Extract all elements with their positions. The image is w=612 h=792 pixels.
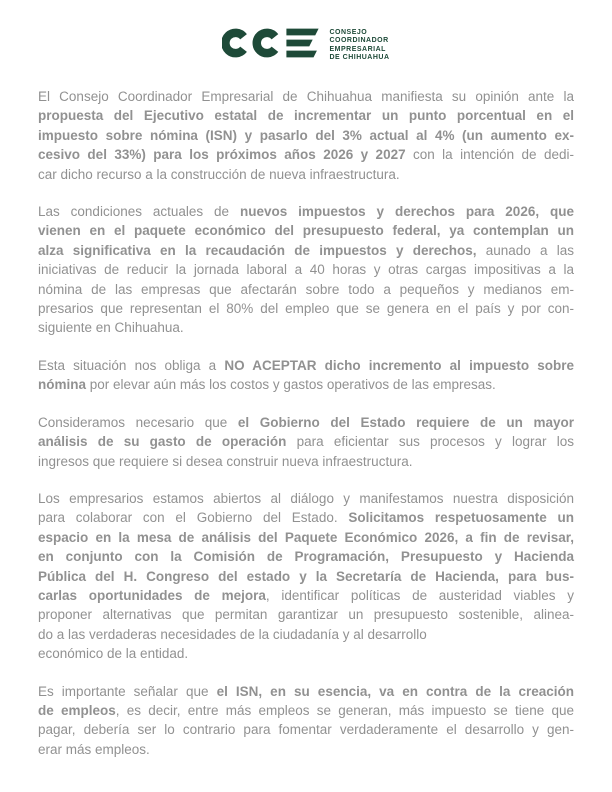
paragraph bbox=[38, 87, 574, 184]
text-line bbox=[38, 508, 574, 527]
text-run: Pública del H. Congreso del estado y la Secretaría de Hacienda, para bus- bbox=[38, 568, 574, 584]
text-run: cesivo del 33%) para los próximos años 2026 y 2027 bbox=[38, 147, 406, 163]
text-run: proponer alternativas que permitan garantizar un presupuesto sostenible, alinea- bbox=[38, 607, 574, 623]
text-run: vienen en el paquete económico del presupuesto federal, ya contemplan un bbox=[38, 223, 574, 239]
text-run: presarios que representan el 80% del empleo que se genera en el país y por con- bbox=[38, 301, 574, 317]
text-line bbox=[38, 452, 574, 471]
text-line bbox=[38, 318, 574, 337]
text-run: espacio en la mesa de análisis del Paquete Económico 2026, a fin de revisar, bbox=[38, 529, 574, 545]
text-run: con la intención de dedi- bbox=[405, 147, 574, 163]
text-run: el Gobierno del Estado requiere de un mayor bbox=[237, 414, 574, 430]
text-run: análisis de su gasto de operación bbox=[38, 434, 287, 450]
text-line bbox=[38, 87, 574, 106]
text-run: alza significativa en la recaudación de impuestos y derechos, bbox=[38, 242, 477, 258]
text-run: nuevos impuestos y derechos para 2026, que bbox=[239, 204, 574, 220]
text-run: pagar, debería ser lo contrario para fomentar verdaderamente el desarrollo y gen- bbox=[38, 722, 574, 738]
text-run: el ISN, en su esencia, va en contra de la creación bbox=[216, 683, 574, 699]
cce-logo-mark bbox=[222, 26, 322, 65]
text-run: económico de la entidad. bbox=[38, 646, 189, 662]
text-line bbox=[38, 126, 574, 145]
text-line bbox=[38, 644, 574, 663]
text-run: nómina bbox=[38, 377, 87, 393]
text-run: Solicitamos respetuosamente un bbox=[348, 510, 574, 526]
text-line bbox=[38, 280, 574, 299]
text-run: por elevar aún más los costos y gastos operativos de las empresas. bbox=[86, 377, 496, 393]
text-run: Las condiciones actuales de bbox=[38, 204, 240, 220]
paragraph bbox=[38, 413, 574, 471]
text-run: impuesto sobre nómina (ISN) y pasarlo del 3% actual al 4% (un aumento ex- bbox=[38, 127, 574, 143]
text-line bbox=[38, 241, 574, 260]
text-line bbox=[38, 720, 574, 739]
text-run: Consideramos necesario que bbox=[38, 414, 238, 430]
document-body bbox=[38, 87, 574, 759]
text-line bbox=[38, 165, 574, 184]
org-line: COORDINADOR bbox=[329, 37, 389, 44]
text-line bbox=[38, 106, 574, 125]
cce-logo bbox=[0, 0, 612, 65]
text-line bbox=[38, 375, 574, 394]
text-line bbox=[38, 528, 574, 547]
text-run: de empleos bbox=[38, 702, 116, 718]
text-line bbox=[38, 605, 574, 624]
text-line bbox=[38, 299, 574, 318]
text-run: Esta situación nos obliga a bbox=[38, 357, 225, 373]
text-line bbox=[38, 413, 574, 432]
paragraph bbox=[38, 202, 574, 338]
paragraph bbox=[38, 489, 574, 664]
org-line: EMPRESARIAL bbox=[329, 45, 386, 53]
text-run: Es importante señalar que bbox=[38, 683, 217, 699]
paragraph bbox=[38, 356, 574, 395]
text-run: Los empresarios estamos abiertos al diálogo y manifestamos nuestra disposición bbox=[38, 490, 574, 506]
text-run: ingresos que requiere si desea construir nueva infraestructura. bbox=[38, 453, 413, 469]
text-line bbox=[38, 701, 574, 720]
text-run: propuesta del Ejecutivo estatal de incrementar un punto porcentual en el bbox=[38, 108, 574, 124]
paragraph bbox=[38, 682, 574, 760]
text-run: iniciativas de reducir la jornada laboral a 40 horas y otras cargas impositivas a la bbox=[38, 262, 574, 278]
logo-org-name bbox=[329, 29, 389, 63]
text-line bbox=[38, 221, 574, 240]
text-run: , es decir, entre más empleos se generan, más impuesto se tiene que bbox=[115, 702, 574, 718]
text-run: NO ACEPTAR dicho incremento al impuesto sobre bbox=[224, 357, 574, 373]
text-run: El Consejo Coordinador Empresarial de Chihuahua manifiesta su opinión ante la bbox=[38, 89, 574, 104]
text-run: siguiente en Chihuahua. bbox=[38, 320, 184, 336]
text-line bbox=[38, 740, 574, 759]
text-run: carlas oportunidades de mejora bbox=[38, 587, 266, 603]
org-line: DE CHIHUAHUA bbox=[329, 54, 390, 61]
text-run: para eficientar sus procesos y lograr los bbox=[286, 434, 574, 450]
text-run: para colaborar con el Gobierno del Estado. bbox=[38, 510, 349, 526]
text-run: erar más empleos. bbox=[38, 741, 150, 757]
org-line: CONSEJO bbox=[329, 28, 368, 36]
text-run: nómina de las empresas que afectarán sobre todo a pequeños y medianos em- bbox=[38, 281, 574, 297]
text-line bbox=[38, 567, 574, 586]
text-run: en conjunto con la Comisión de Programación, Presupuesto y Hacienda bbox=[38, 549, 574, 565]
text-line bbox=[38, 260, 574, 279]
text-line bbox=[38, 682, 574, 701]
text-line bbox=[38, 625, 574, 644]
text-run: car dicho recurso a la construcción de nueva infraestructura. bbox=[38, 166, 400, 182]
text-line bbox=[38, 547, 574, 566]
text-run: do a las verdaderas necesidades de la ciudadanía y al desarrollo bbox=[38, 626, 427, 642]
text-run: , identificar políticas de austeridad viables y bbox=[265, 587, 575, 603]
text-line bbox=[38, 145, 574, 164]
text-line bbox=[38, 356, 574, 375]
cce-acronym-icon bbox=[222, 26, 322, 60]
text-line bbox=[38, 586, 574, 605]
text-line bbox=[38, 202, 574, 221]
text-line bbox=[38, 432, 574, 451]
text-run: aunado a las bbox=[476, 242, 574, 258]
text-line bbox=[38, 489, 574, 508]
